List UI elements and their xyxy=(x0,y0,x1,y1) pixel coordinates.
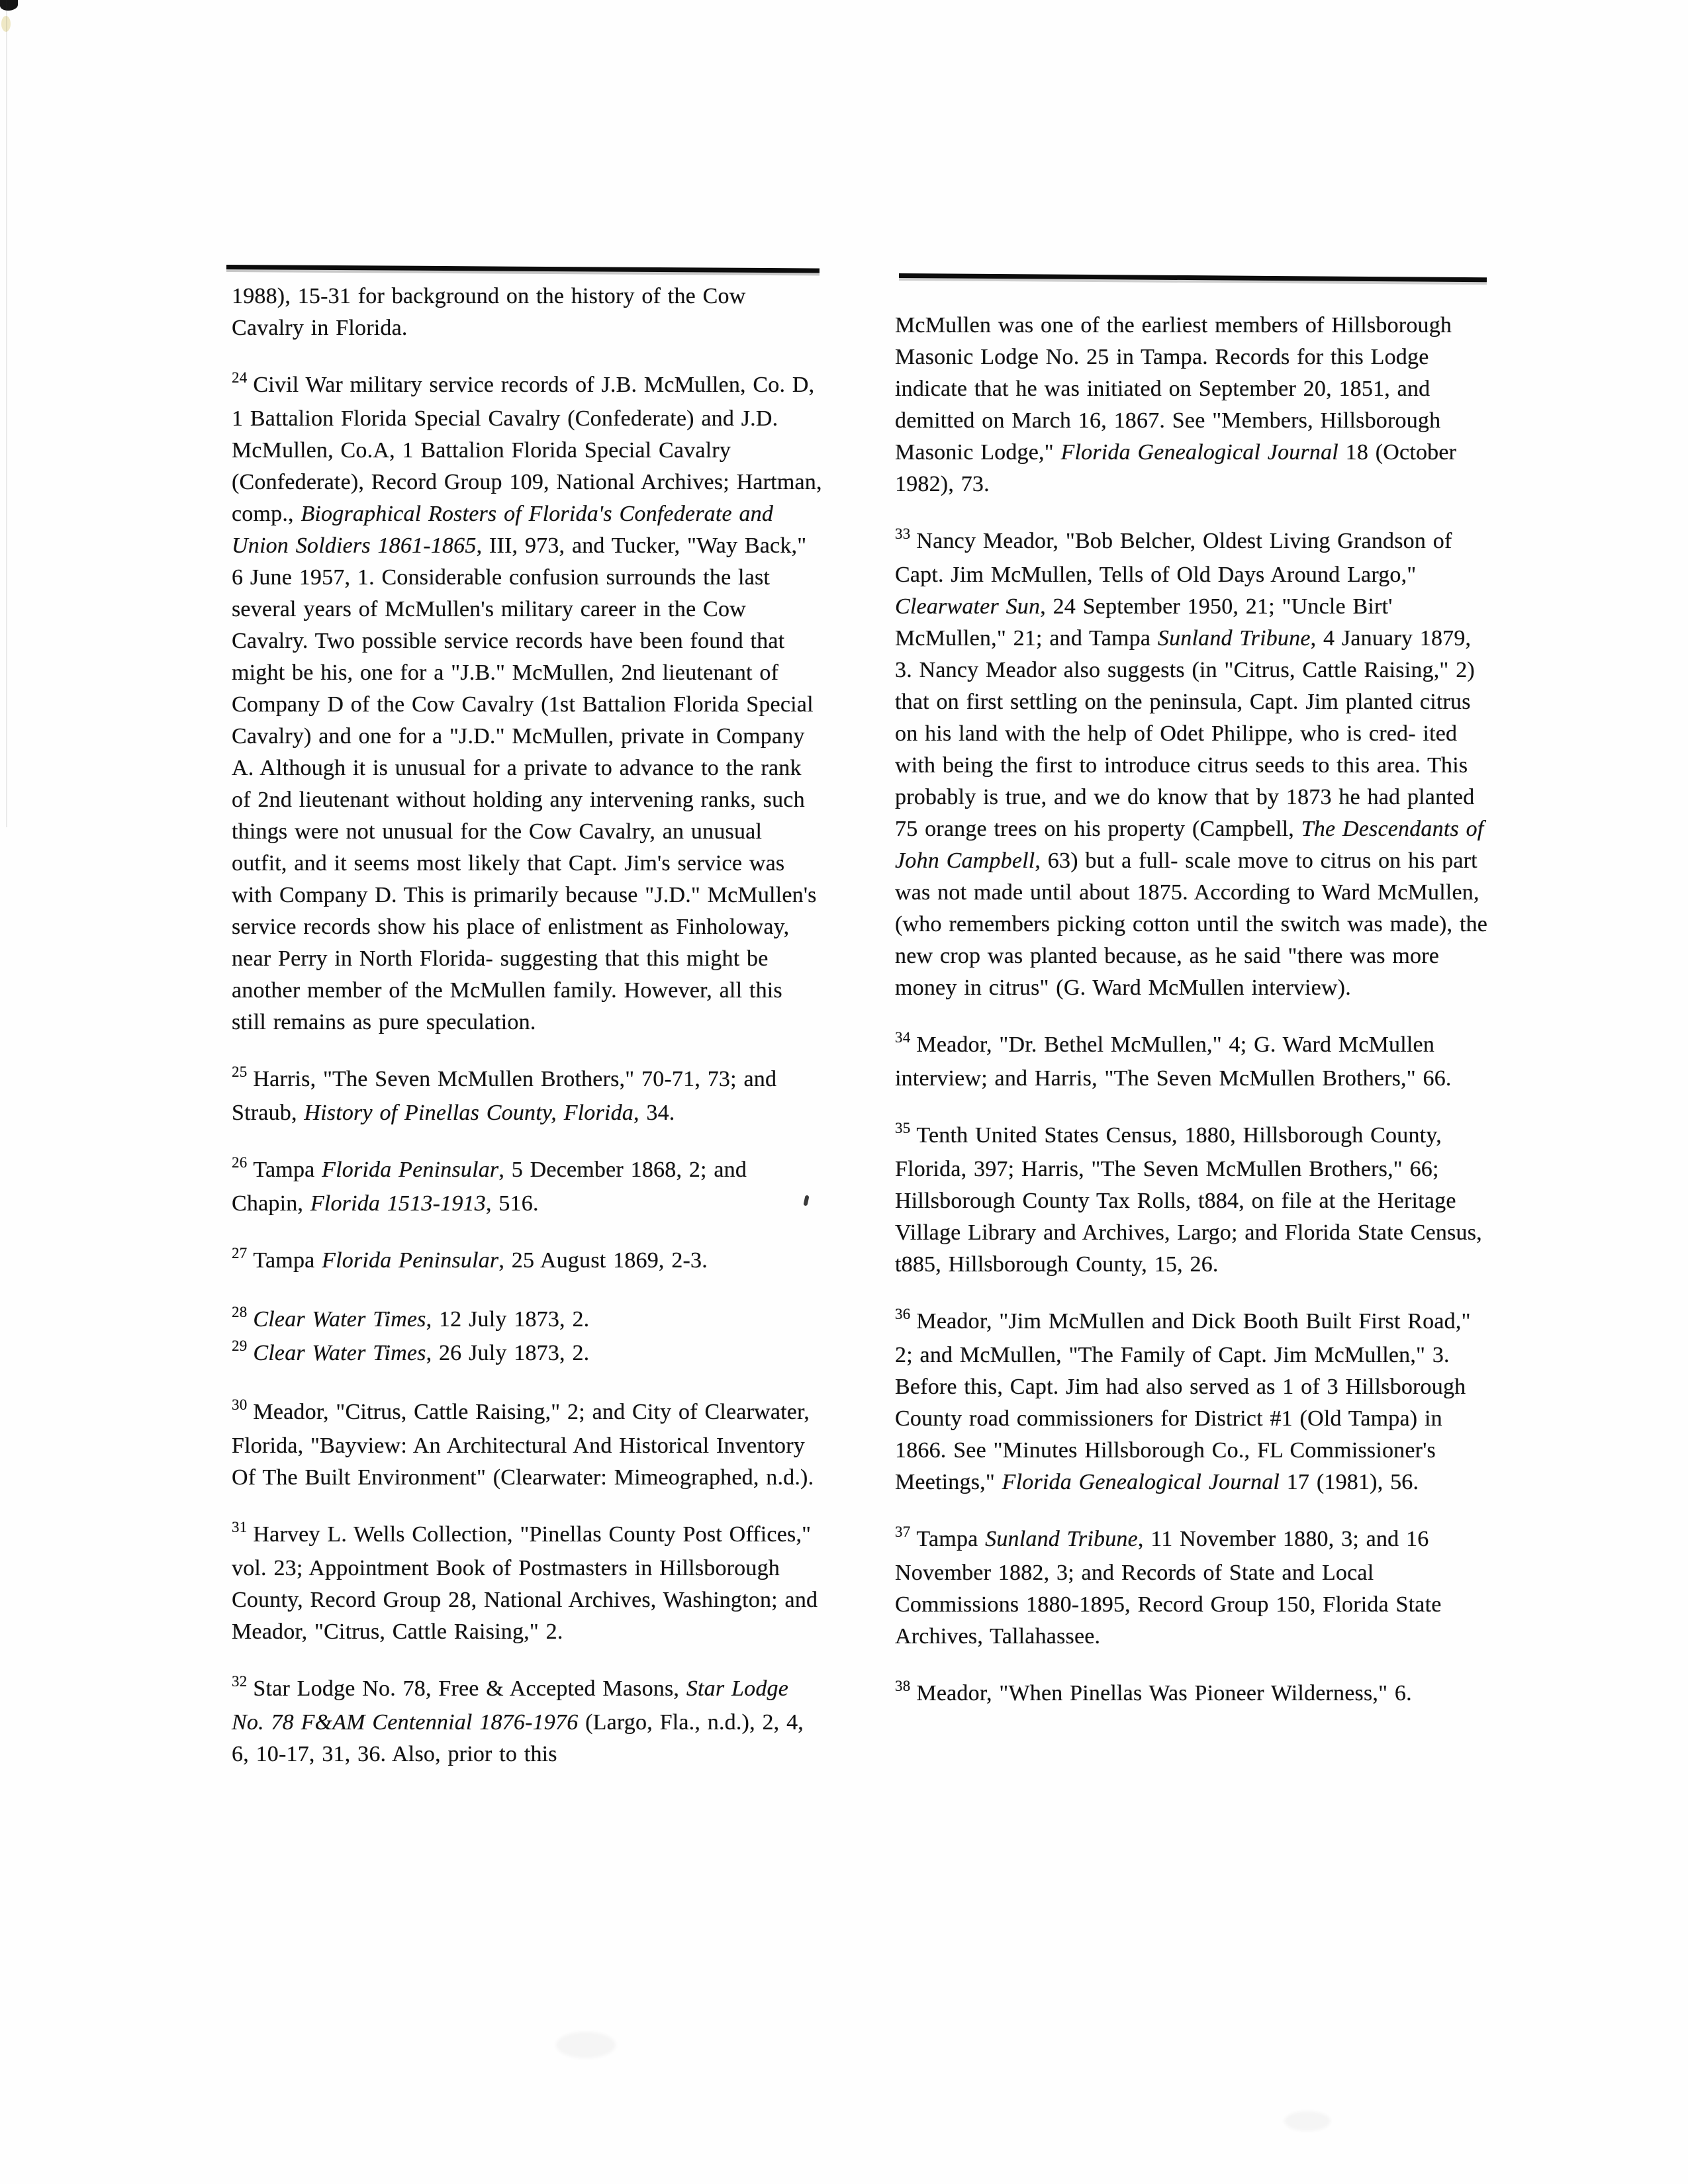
footnote-number: 36 xyxy=(895,1306,911,1322)
footnote-number: 25 xyxy=(232,1064,248,1080)
citation-title-italic: Clear Water Times xyxy=(253,1341,426,1365)
citation-title-italic: Clear Water Times xyxy=(253,1307,426,1332)
footnote-text: , III, 973, and Tucker, "Way Back," 6 June 1957, 1. Considerable confusion surrounds the last several years of McMullen's military career in the Cow Cavalry. Two possible service records have been found that might be his, one for a "J.B." McMullen, 2nd lieutenant of Company D of the Cow Cavalry (1st Battalion Florida Special Cavalry) and one for a "J.D." McMullen, private in Company A. Although it is unusual for a private to advance to the rank of 2nd lieutenant without holding any intervening ranks, such things were not unusual for the Cow Cavalry, an unusual outfit, and it seems most likely that Capt. Jim's service was with Company D. This is primarily because "J.D." McMullen's service records show his place of enlistment as Finholoway, near Perry in North Florida- suggesting that this might be another member of the McMullen family. However, all this still remains as pure speculation. xyxy=(232,533,817,1034)
footnote-number: 37 xyxy=(895,1524,911,1540)
footnote-paragraph xyxy=(232,1519,822,1648)
footnote-paragraph xyxy=(232,1064,822,1129)
footnote-text: Meador, "Dr. Bethel McMullen," 4; G. Ward McMullen interview; and Harris, "The Seven McMullen Brothers," 66. xyxy=(895,1032,1452,1091)
footnote-paragraph xyxy=(232,1673,822,1770)
footnote-paragraph xyxy=(895,310,1491,500)
footnote-text: , 4 January 1879, 3. Nancy Meador also suggests (in "Citrus, Cattle Raising," 2) that on first settling on the peninsula, Capt. Jim planted citrus on his land with the help of Odet Philippe, who is cred- ited with being the first to introduce citrus seeds to this area. This probably is true, and we do know that by 1873 he had planted 75 orange trees on his property (Campbell, xyxy=(895,626,1475,841)
scan-smudge xyxy=(556,2032,616,2058)
citation-title-italic: History of Pinellas County, Florida xyxy=(304,1101,633,1125)
footnote-text: McMullen was one of the earliest members of Hillsborough Masonic Lodge No. 25 in Tampa. Records for this Lodge indicate that he was initiated on September 20, 1851, and demitted on March 16, 1867. See "Members, Hillsborough Masonic Lodge," xyxy=(895,313,1452,465)
footnote-text: (Largo, Fla., n.d.), 2, 4, 6, 10-17, 31, 36. Also, prior to this xyxy=(232,1710,804,1766)
citation-title-italic: Florida Genealogical Journal xyxy=(1060,440,1338,465)
left-column-rule xyxy=(226,265,820,273)
footnote-text: Meador, "When Pinellas Was Pioneer Wilderness," 6. xyxy=(916,1681,1412,1706)
citation-title-italic: The Descendants of John Campbell xyxy=(895,817,1484,873)
footnote-text: Civil War military service records of J.B. McMullen, Co. D, 1 Battalion Florida Special Cavalry (Confederate) and J.D. McMullen, Co.A, 1 Battalion Florida Special Cavalry (Confederate), Record Group 109, National Archives; Hartman, comp., xyxy=(232,373,822,526)
citation-title-italic: Biographical Rosters of Florida's Confederate and Union Soldiers 1861-1865 xyxy=(232,502,774,558)
footnote-paragraph xyxy=(232,369,822,1038)
footnote-text: , 26 July 1873, 2. xyxy=(426,1341,590,1365)
footnote-number: 27 xyxy=(232,1245,248,1261)
citation-title-italic: Sunland Tribune xyxy=(985,1527,1138,1551)
footnote-text: Meador, "Citrus, Cattle Raising," 2; and City of Clearwater, Florida, "Bayview: An Architectural And Historical Inventory Of The Built Environment" (Clearwater: Mimeographed, n.d.). xyxy=(232,1400,814,1490)
citation-title-italic: Florida Genealogical Journal xyxy=(1002,1470,1280,1494)
footnote-paragraph xyxy=(232,281,822,344)
footnote-text: 18 (October 1982), 73. xyxy=(895,440,1457,496)
footnote-text: , 24 September 1950, 21; "Uncle Birt' McMullen," 21; and Tampa xyxy=(895,594,1393,651)
footnote-number: 28 xyxy=(232,1304,248,1320)
footnote-text: Tampa xyxy=(253,1158,322,1182)
footnote-text: Tampa xyxy=(916,1527,986,1551)
footnote-number: 33 xyxy=(895,525,911,542)
footnote-paragraph xyxy=(895,1678,1491,1711)
right-column-rule xyxy=(899,273,1487,282)
footnote-number: 31 xyxy=(232,1519,248,1535)
footnote-text: 1988), 15-31 for background on the history of the Cow Cavalry in Florida. xyxy=(232,284,746,340)
footnote-text: , 11 November 1880, 3; and 16 November 1882, 3; and Records of State and Local Commissions 1880-1895, Record Group 150, Florida State Archives, Tallahassee. xyxy=(895,1527,1442,1649)
footnote-number: 34 xyxy=(895,1029,911,1046)
footnote-text: , 516. xyxy=(485,1191,539,1216)
footnote-paragraph xyxy=(232,1396,822,1494)
scan-smudge xyxy=(1284,2111,1331,2131)
footnote-text: Star Lodge No. 78, Free & Accepted Masons, xyxy=(253,1676,686,1701)
footnote-text: Meador, "Jim McMullen and Dick Booth Built First Road," 2; and McMullen, "The Family of Capt. Jim McMullen," 3. Before this, Capt. Jim had also served as 1 of 3 Hillsborough County road commissioners for District #1 (Old Tampa) in 1866. See "Minutes Hillsborough Co., FL Commissioner's Meetings," xyxy=(895,1309,1471,1494)
footnote-paragraph xyxy=(895,1120,1491,1281)
footnote-paragraph xyxy=(895,1029,1491,1095)
citation-title-italic: Star Lodge No. 78 F&AM Centennial 1876-1976 xyxy=(232,1676,789,1735)
footnote-paragraph xyxy=(232,1304,822,1338)
citation-title-italic: Florida Peninsular xyxy=(322,1248,499,1273)
scan-edge-line xyxy=(6,0,7,827)
citation-title-italic: Florida Peninsular xyxy=(322,1158,499,1182)
right-column xyxy=(895,310,1491,1737)
footnote-text: Harris, "The Seven McMullen Brothers," 70-71, 73; and Straub, xyxy=(232,1067,777,1125)
footnote-text: Nancy Meador, "Bob Belcher, Oldest Living Grandson of Capt. Jim McMullen, Tells of Old Days Around Largo," xyxy=(895,529,1452,587)
citation-title-italic: Clearwater Sun xyxy=(895,594,1041,619)
footnote-number: 29 xyxy=(232,1338,248,1354)
footnote-text: , 12 July 1873, 2. xyxy=(426,1307,590,1332)
footnote-text: 17 (1981), 56. xyxy=(1280,1470,1419,1494)
footnote-paragraph xyxy=(895,525,1491,1004)
footnote-paragraph xyxy=(895,1524,1491,1653)
footnote-text: , 34. xyxy=(633,1101,675,1125)
footnote-number: 30 xyxy=(232,1396,248,1413)
footnote-paragraph xyxy=(232,1154,822,1220)
citation-title-italic: Sunland Tribune xyxy=(1157,626,1311,651)
footnote-paragraph xyxy=(232,1245,822,1279)
footnote-number: 32 xyxy=(232,1673,248,1690)
citation-title-italic: Florida 1513-1913 xyxy=(310,1191,486,1216)
left-column xyxy=(232,281,822,1796)
footnote-text: , 63) but a full- scale move to citrus on his part was not made until about 1875. According to Ward McMullen, (who remembers picking cotton until the switch was made), the new crop was planted because, as he said "there was more money in citrus" (G. Ward McMullen interview). xyxy=(895,848,1488,1000)
footnote-number: 26 xyxy=(232,1154,248,1171)
footnote-number: 35 xyxy=(895,1120,911,1136)
footnote-text: , 5 December 1868, 2; and Chapin, xyxy=(232,1158,747,1216)
footnote-paragraph xyxy=(232,1338,822,1371)
scan-corner-mark xyxy=(0,0,18,11)
footnote-text: Tenth United States Census, 1880, Hillsborough County, Florida, 397; Harris, "The Seven McMullen Brothers," 66; Hillsborough County Tax Rolls, t884, on file at the Heritage Village Library and Archives, Largo; and Florida State Census, t885, Hillsborough County, 15, 26. xyxy=(895,1123,1482,1277)
footnote-number: 38 xyxy=(895,1678,911,1694)
footnote-text: Harvey L. Wells Collection, "Pinellas County Post Offices," vol. 23; Appointment Book of Postmasters in Hillsborough County, Record Group 28, National Archives, Washington; and Meador, "Citrus, Cattle Raising," 2. xyxy=(232,1522,818,1644)
footnote-paragraph xyxy=(895,1306,1491,1498)
footnote-text: , 25 August 1869, 2-3. xyxy=(498,1248,708,1273)
footnote-text: Tampa xyxy=(253,1248,322,1273)
footnote-number: 24 xyxy=(232,369,248,386)
